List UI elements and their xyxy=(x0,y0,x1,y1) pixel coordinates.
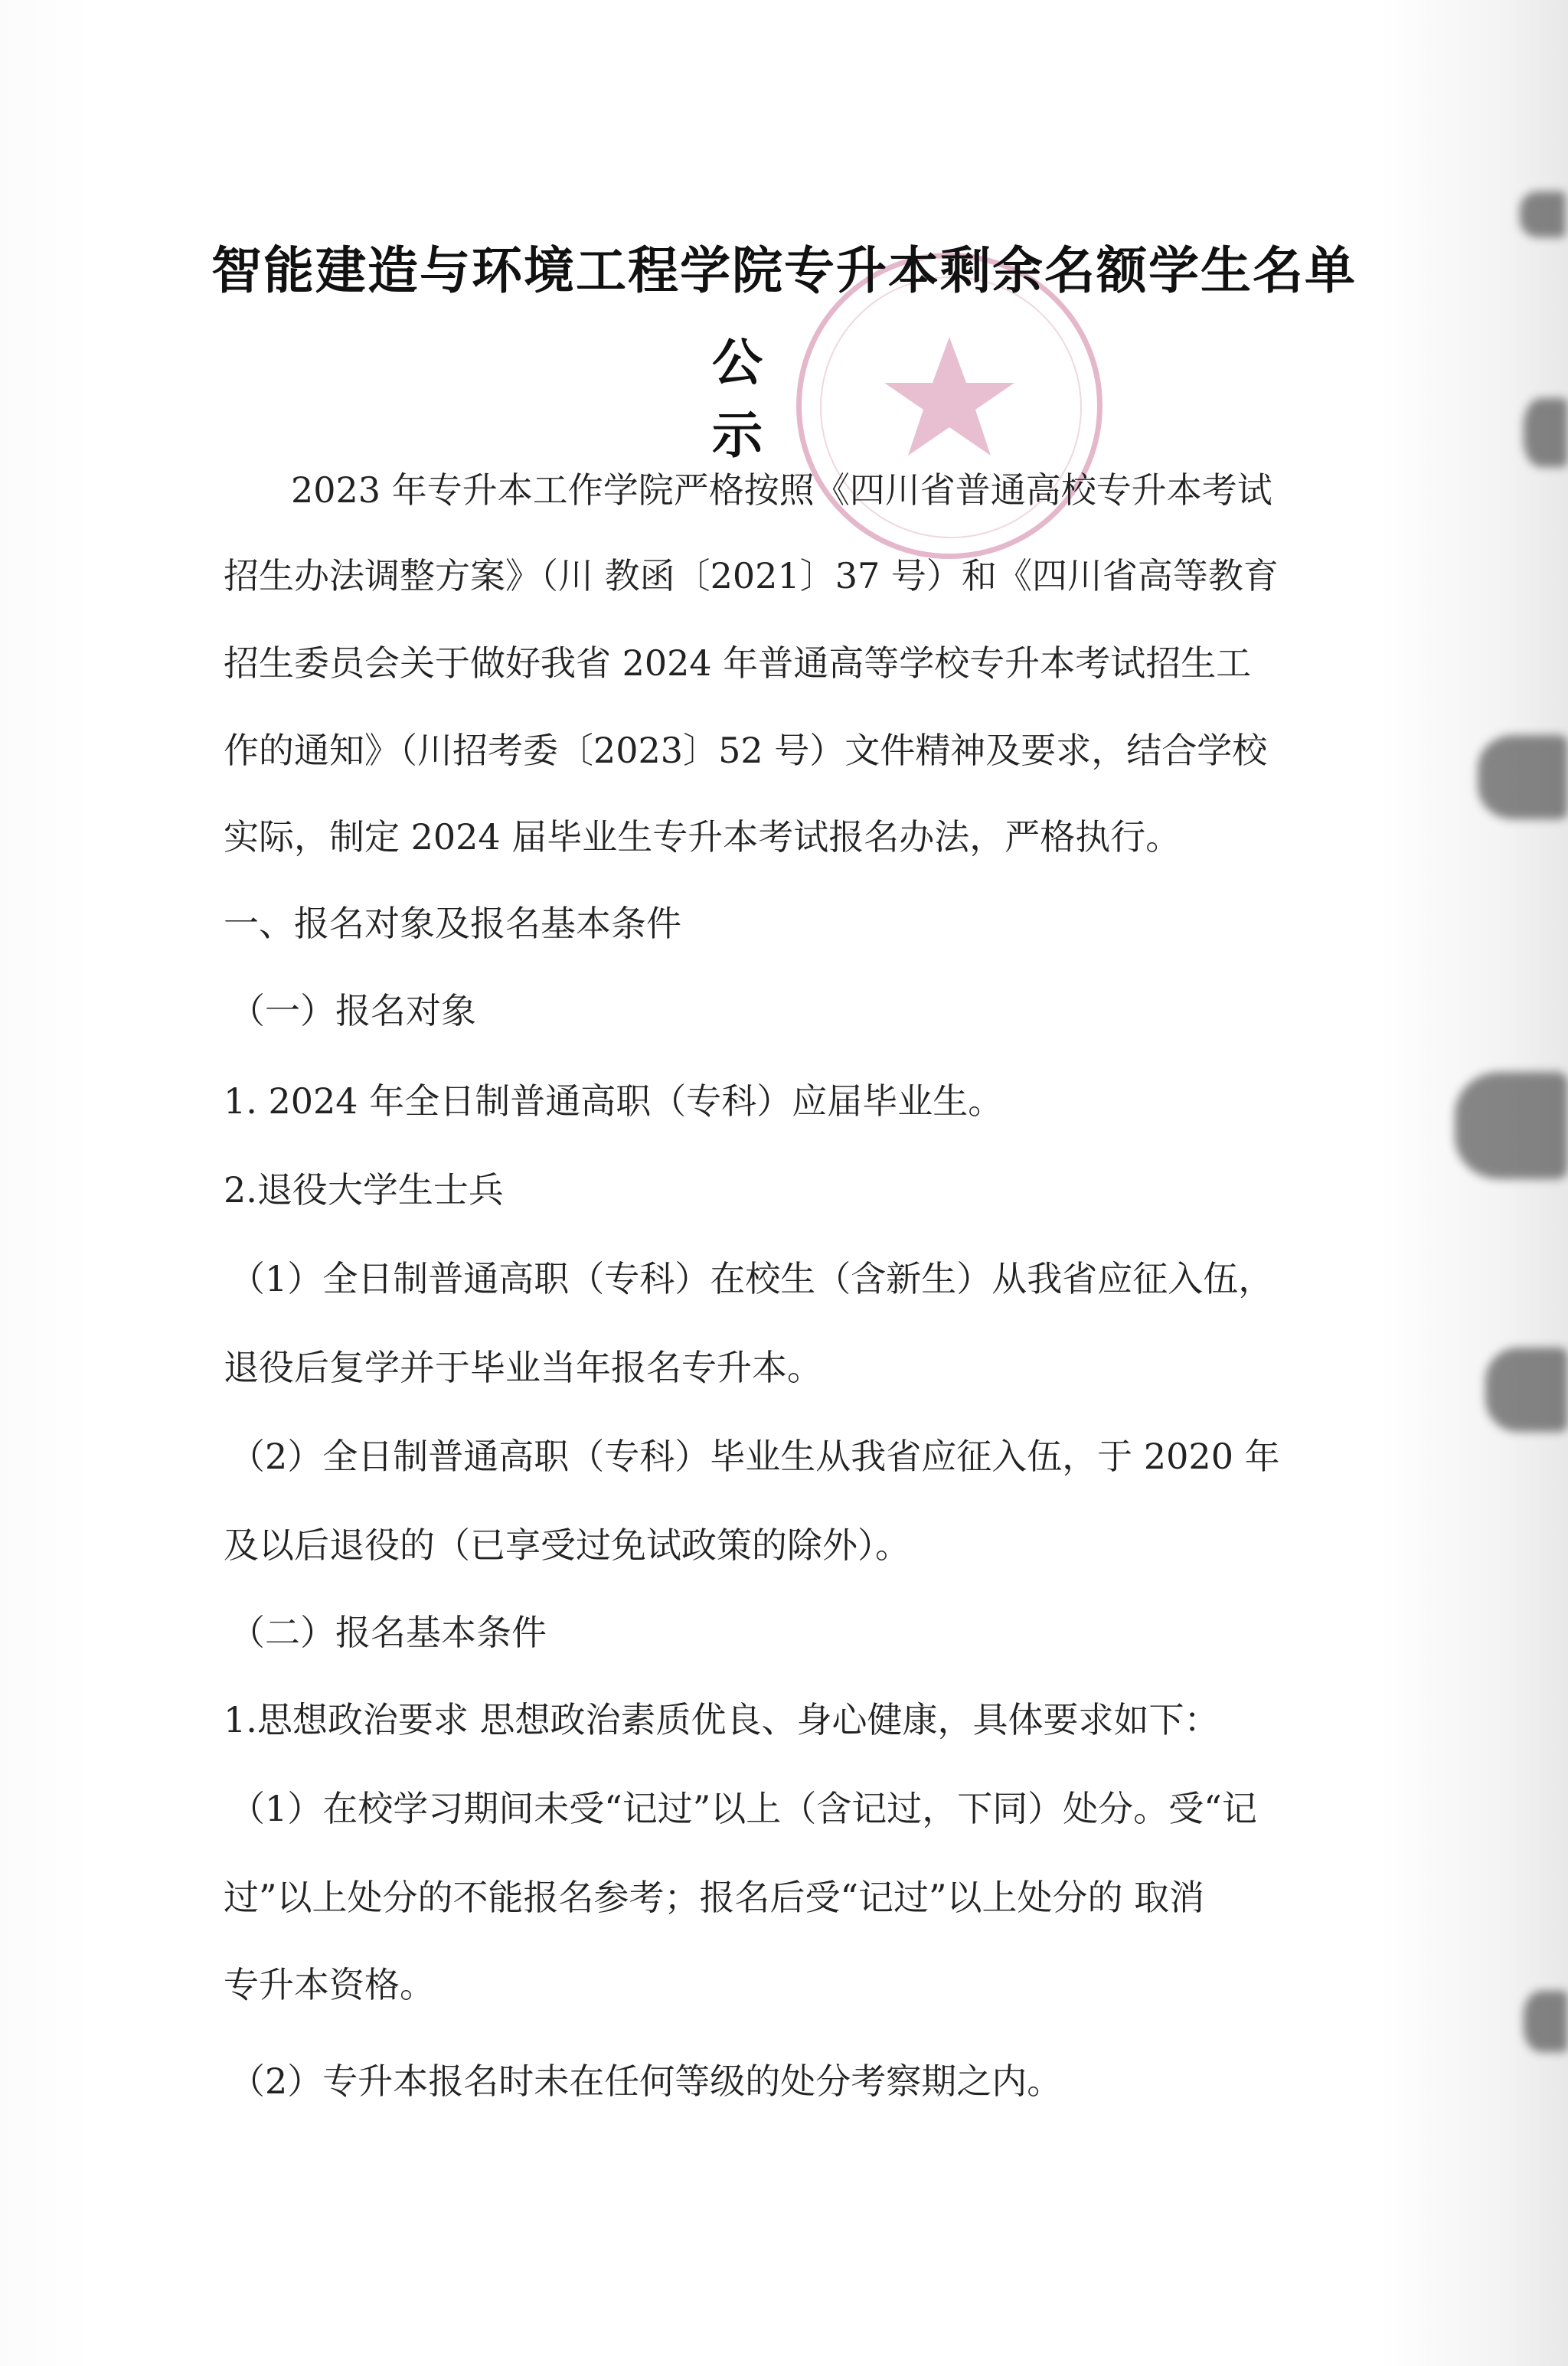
body-line: 专升本资格。 xyxy=(224,1964,435,2005)
body-line: 实际，制定 2024 届毕业生专升本考试报名办法，严格执行。 xyxy=(224,816,1181,858)
body-line: 及以后退役的（已享受过免试政策的除外）。 xyxy=(224,1525,910,1566)
section-heading: 一、报名对象及报名基本条件 xyxy=(224,903,681,944)
subsection-heading: （一）报名对象 xyxy=(230,990,476,1031)
body-line: （1）全日制普通高职（专科）在校生（含新生）从我省应征入伍， xyxy=(230,1258,1274,1299)
scan-smudge xyxy=(1478,735,1568,819)
subsection-heading: （二）报名基本条件 xyxy=(230,1612,547,1653)
body-line: 2023 年专升本工作学院严格按照《四川省普通高校专升本考试 xyxy=(291,469,1272,511)
document-title: 智能建造与环境工程学院专升本剩余名额学生名单 xyxy=(211,241,1357,300)
body-line: 作的通知》（川招考委〔2023〕52 号）文件精神及要求，结合学校 xyxy=(224,730,1268,771)
body-line: （1）在校学习期间未受“记过”以上（含记过，下同）处分。受“记 xyxy=(230,1788,1257,1829)
body-line: 退役后复学并于毕业当年报名专升本。 xyxy=(224,1347,822,1388)
scan-smudge xyxy=(1524,398,1568,467)
scan-smudge xyxy=(1455,1072,1568,1179)
body-line: 招生委员会关于做好我省 2024 年普通高等学校专升本考试招生工 xyxy=(224,642,1252,684)
scan-smudge xyxy=(1485,1348,1568,1432)
body-line: 1. 2024 年全日制普通高职（专科）应届毕业生。 xyxy=(224,1080,1004,1122)
body-line: （2）专升本报名时未在任何等级的处分考察期之内。 xyxy=(230,2060,1063,2102)
body-line: 2.退役大学生士兵 xyxy=(224,1169,504,1211)
body-line: 1.思想政治要求 思想政治素质优良、身心健康，具体要求如下： xyxy=(224,1699,1220,1740)
body-line: 招生办法调整方案》（川 教函〔2021〕37 号）和《四川省高等教育 xyxy=(224,555,1279,596)
body-line: 过”以上处分的不能报名参考；报名后受“记过”以上处分的 取消 xyxy=(224,1877,1205,1918)
document-title-continued: 公示 xyxy=(712,333,764,465)
scan-smudge xyxy=(1524,1991,1568,2052)
body-line: （2）全日制普通高职（专科）毕业生从我省应征入伍，于 2020 年 xyxy=(230,1436,1280,1477)
